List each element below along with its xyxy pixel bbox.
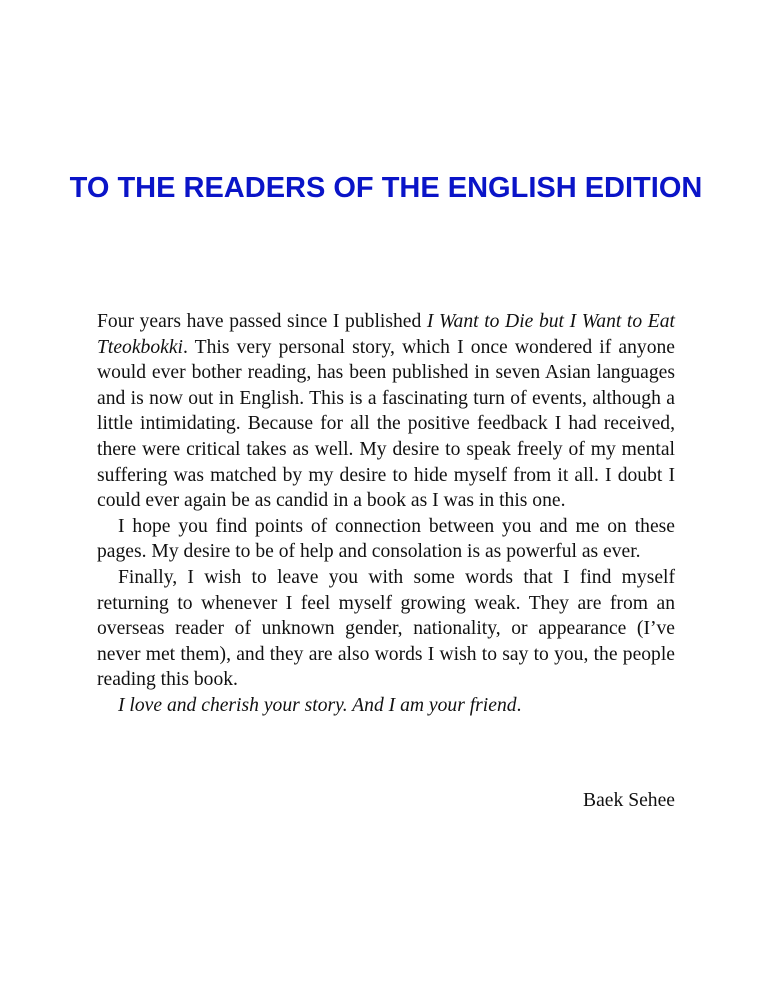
closing-period: . xyxy=(516,694,522,716)
paragraph-1-rest: . This very personal story, which I once wondered if anyone would ever bother reading, has been published in seven Asian languages and is now out in English. This is a fascinating turn of events, although a little intimidating. Because for all the positive feedback I had received, there were critical takes as well. My desire to speak freely of my mental suffering was matched by my desire to hide myself from it all. I doubt I could ever again be as candid in a book as I was in this one. xyxy=(97,336,675,512)
closing-quote-text: I love and cherish your story. And I am your friend xyxy=(118,694,517,716)
author-signature: Baek Sehee xyxy=(583,790,675,811)
paragraph-3: Finally, I wish to leave you with some words that I find myself returning to whenever I feel myself growing weak. They are from an overseas reader of unknown gender, nationality, or appearance (I’ve never met them), and they are also words I wish to say to you, the people reading this book. xyxy=(97,566,675,691)
letter-body xyxy=(97,309,675,719)
paragraph-1 xyxy=(97,309,675,514)
book-title: I Want to Die but I Want to Eat Tteokbokki xyxy=(97,311,675,358)
paragraph-1-intro: Four years have passed since I published xyxy=(97,311,427,332)
closing-quote xyxy=(97,693,675,719)
page-title: TO THE READERS OF THE ENGLISH EDITION xyxy=(69,172,703,204)
paragraph-2: I hope you find points of connection between you and me on these pages. My desire to be of help and consolation is as powerful as ever. xyxy=(97,515,675,563)
